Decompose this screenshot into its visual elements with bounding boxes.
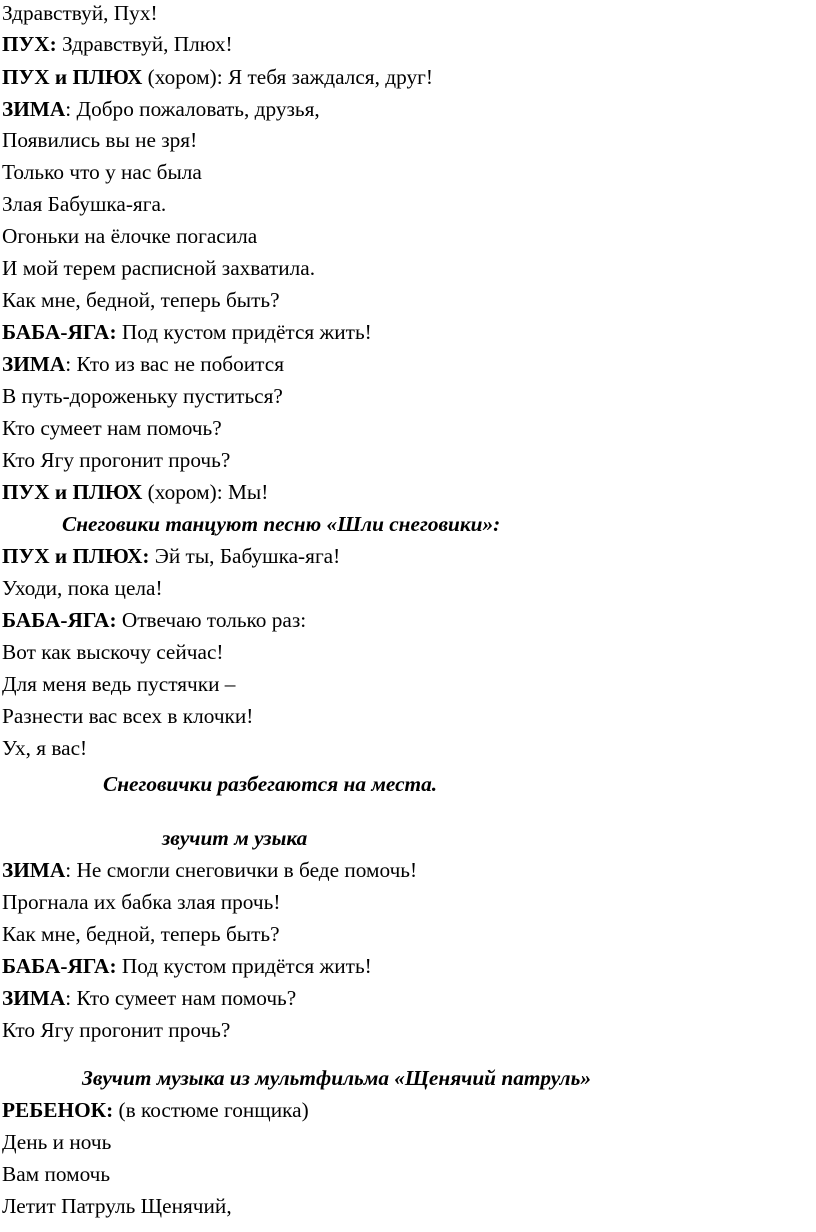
line-text: Кто сумеет нам помочь? <box>2 416 222 440</box>
dialogue-line <box>2 543 340 569</box>
verse-line <box>2 0 158 26</box>
speaker-name: ЗИМА <box>2 858 66 882</box>
line-text: Огоньки на ёлочке погасила <box>2 224 258 248</box>
line-text: Вам помочь <box>2 1162 111 1186</box>
verse-line <box>2 671 235 697</box>
stage-direction-text: Звучит музыка из мультфильма «Щенячий патруль» <box>82 1066 591 1090</box>
verse-line <box>2 191 166 217</box>
line-text: И мой терем расписной захватила. <box>2 256 316 280</box>
line-text: Здравствуй, Плюх! <box>56 32 233 56</box>
dialogue-line <box>2 351 284 377</box>
verse-line <box>2 159 202 185</box>
verse-line <box>2 921 280 947</box>
line-text: Уходи, пока цела! <box>2 576 163 600</box>
line-text: Здравствуй, Пух! <box>2 1 158 25</box>
dialogue-line <box>2 1097 309 1123</box>
dialogue-line <box>2 319 372 345</box>
dialogue-line <box>2 479 268 505</box>
stage-direction <box>103 771 437 797</box>
verse-line <box>2 383 283 409</box>
verse-line <box>2 255 315 281</box>
stage-direction <box>62 511 500 537</box>
line-text: В путь-дороженьку пуститься? <box>2 384 283 408</box>
line-text: Вот как выскочу сейчас! <box>2 640 224 664</box>
dialogue-line <box>2 31 233 57</box>
line-text: Как мне, бедной, теперь быть? <box>2 288 280 312</box>
line-text: Эй ты, Бабушка-яга! <box>149 544 341 568</box>
speaker-name: БАБА-ЯГА: <box>2 608 117 632</box>
line-text: День и ночь <box>2 1130 112 1154</box>
line-text: Под кустом придётся жить! <box>116 320 372 344</box>
speaker-name: БАБА-ЯГА: <box>2 954 117 978</box>
speaker-name: ПУХ и ПЛЮХ <box>2 480 143 504</box>
speaker-name: ЗИМА <box>2 986 66 1010</box>
line-text: Прогнала их бабка злая прочь! <box>2 890 281 914</box>
verse-line <box>2 223 257 249</box>
verse-line <box>2 639 224 665</box>
line-text: (в костюме гонщика) <box>113 1098 309 1122</box>
line-text: Появились вы не зря! <box>2 128 198 152</box>
dialogue-line <box>2 96 320 122</box>
dialogue-line <box>2 64 433 90</box>
speaker-name: ЗИМА <box>2 352 66 376</box>
verse-line <box>2 735 87 761</box>
verse-line <box>2 447 230 473</box>
line-text: (хором): Я тебя заждался, друг! <box>142 65 433 89</box>
speaker-name: РЕБЕНОК: <box>2 1098 114 1122</box>
verse-line <box>2 575 163 601</box>
verse-line <box>2 1193 232 1219</box>
dialogue-line <box>2 985 296 1011</box>
speaker-name: ПУХ и ПЛЮХ <box>2 65 143 89</box>
line-text: : Кто сумеет нам помочь? <box>65 986 297 1010</box>
verse-line <box>2 287 280 313</box>
line-text: Кто Ягу прогонит прочь? <box>2 448 231 472</box>
stage-direction-text: Снеговики танцуют песню «Шли снеговики»: <box>62 512 501 536</box>
speaker-name: ПУХ и ПЛЮХ: <box>2 544 150 568</box>
line-text: Разнести вас всех в клочки! <box>2 704 254 728</box>
line-text: Отвечаю только раз: <box>116 608 307 632</box>
stage-direction-text: Снеговички разбегаются на места. <box>103 772 438 796</box>
verse-line <box>2 1129 111 1155</box>
stage-direction-text: звучит м узыка <box>162 826 308 850</box>
line-text: Летит Патруль Щенячий, <box>2 1194 232 1218</box>
stage-direction <box>82 1065 591 1091</box>
verse-line <box>2 703 253 729</box>
line-text: : Не смогли снеговички в беде помочь! <box>65 858 418 882</box>
verse-line <box>2 889 280 915</box>
line-text: (хором): Мы! <box>142 480 269 504</box>
line-text: Как мне, бедной, теперь быть? <box>2 922 280 946</box>
line-text: Только что у нас была <box>2 160 202 184</box>
speaker-name: ПУХ: <box>2 32 57 56</box>
verse-line <box>2 1161 110 1187</box>
line-text: : Добро пожаловать, друзья, <box>65 97 320 121</box>
line-text: Для меня ведь пустячки – <box>2 672 236 696</box>
dialogue-line <box>2 857 417 883</box>
verse-line <box>2 415 222 441</box>
line-text: : Кто из вас не побоится <box>65 352 284 376</box>
line-text: Злая Бабушка-яга. <box>2 192 167 216</box>
dialogue-line <box>2 953 372 979</box>
speaker-name: ЗИМА <box>2 97 66 121</box>
speaker-name: БАБА-ЯГА: <box>2 320 117 344</box>
verse-line <box>2 127 197 153</box>
line-text: Кто Ягу прогонит прочь? <box>2 1018 231 1042</box>
line-text: Ух, я вас! <box>2 736 88 760</box>
verse-line <box>2 1017 230 1043</box>
line-text: Под кустом придётся жить! <box>116 954 372 978</box>
dialogue-line <box>2 607 306 633</box>
stage-direction <box>162 825 307 851</box>
